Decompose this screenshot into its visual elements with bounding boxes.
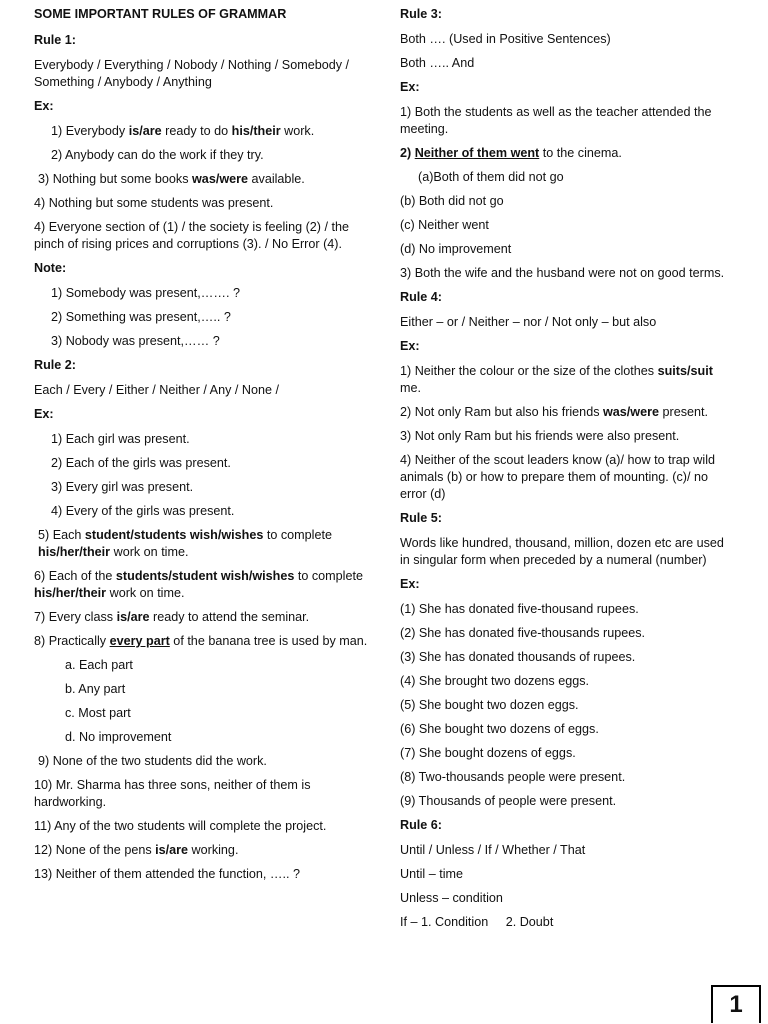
option-a: a. Each part (65, 658, 133, 672)
rule5-example-7: (7) She bought dozens of eggs. (400, 746, 576, 760)
bold-text: his/their (231, 124, 281, 138)
text: 8) Practically (34, 634, 110, 648)
text: ready to attend the seminar. (149, 610, 310, 624)
option-c: c. Most part (65, 706, 131, 720)
rule1-example-1 (34, 123, 370, 140)
rule2-example-9: 9) None of the two students did the work. (38, 754, 267, 768)
rule3-option-c: (c) Neither went (400, 218, 489, 232)
option-b: b. Any part (65, 682, 126, 696)
text: work on time. (106, 586, 185, 600)
rule2-example-2: 2) Each of the girls was present. (51, 456, 231, 470)
rule3-example-1: 1) Both the students as well as the teacher attended the meeting. (400, 105, 712, 136)
rule3-heading: Rule 3: (400, 7, 442, 21)
text: work. (280, 124, 315, 138)
text: ready to do (161, 124, 232, 138)
text: 1) Neither the colour or the size of the clothes (400, 364, 658, 378)
bold-text: was/were (603, 405, 660, 419)
rule5-example-8: (8) Two-thousands people were present. (400, 770, 626, 784)
text: working. (188, 843, 239, 857)
rule3-line-1: Both …. (Used in Positive Sentences) (400, 32, 611, 46)
text: 3) Nothing but some books (38, 172, 193, 186)
text: work on time. (110, 545, 189, 559)
rule2-ex-label: Ex: (34, 407, 54, 421)
rule6-heading: Rule 6: (400, 818, 442, 832)
rule5-example-4: (4) She brought two dozens eggs. (400, 674, 590, 688)
rule1-example-3 (34, 171, 370, 188)
rule6-line-2: Unless – condition (400, 891, 503, 905)
text: to complete (294, 569, 363, 583)
rule5-example-9: (9) Thousands of people were present. (400, 794, 617, 808)
text: of the banana tree is used by man. (169, 634, 368, 648)
rule2-example-5 (34, 527, 370, 561)
rule6-words: Until / Unless / If / Whether / That (400, 843, 586, 857)
bold-text: students/student wish/wishes (115, 569, 295, 583)
rule1-example-2: 2) Anybody can do the work if they try. (51, 148, 264, 162)
rule3-example-3: 3) Both the wife and the husband were not on good terms. (400, 266, 725, 280)
underlined-text: every part (109, 634, 170, 648)
left-column (34, 6, 370, 890)
note-1: 1) Somebody was present,……. ? (51, 286, 240, 300)
rule4-words: Either – or / Neither – nor / Not only – but also (400, 315, 657, 329)
rule1-ex-label: Ex: (34, 99, 54, 113)
rule3-option-b: (b) Both did not go (400, 194, 504, 208)
rule3-option-d: (d) No improvement (400, 242, 512, 256)
rule4-example-3: 3) Not only Ram but his friends were also present. (400, 429, 680, 443)
rule2-example-8 (34, 633, 370, 650)
bold-text: is/are (128, 124, 162, 138)
text: to the cinema. (539, 146, 622, 160)
rule6-line-1: Until – time (400, 867, 463, 881)
rule3-option-a: (a)Both of them did not go (418, 170, 564, 184)
document-title: SOME IMPORTANT RULES OF GRAMMAR (34, 7, 287, 21)
rule2-example-6 (34, 568, 370, 602)
option-d: d. No improvement (65, 730, 172, 744)
bold-text: is/are (155, 843, 189, 857)
rule5-example-5: (5) She bought two dozen eggs. (400, 698, 579, 712)
bold-text: his/her/their (38, 545, 111, 559)
rule1-example-4: 4) Nothing but some students was present. (34, 196, 274, 210)
rule2-heading: Rule 2: (34, 358, 76, 372)
text: me. (400, 381, 421, 395)
rule3-example-2 (400, 145, 730, 162)
rule2-example-12 (34, 842, 370, 859)
rule4-example-2 (400, 404, 730, 421)
note-3: 3) Nobody was present,…… ? (51, 334, 220, 348)
rule5-example-1: (1) She has donated five-thousand rupees. (400, 602, 639, 616)
rule1-words: Everybody / Everything / Nobody / Nothing / Somebody / Something / Anybody / Anything (34, 58, 350, 89)
rule1-example-5: 4) Everyone section of (1) / the society is feeling (2) / the pinch of rising prices and corruptions (3). / No Error (4). (34, 220, 349, 251)
text: 2) Not only Ram but also his friends (400, 405, 603, 419)
text: 12) None of the pens (34, 843, 156, 857)
rule2-example-7 (34, 609, 370, 626)
rule5-example-3: (3) She has donated thousands of rupees. (400, 650, 636, 664)
text: 6) Each of the (34, 569, 116, 583)
rule3-ex-label: Ex: (400, 80, 420, 94)
bold-text: is/are (116, 610, 150, 624)
rule2-example-4: 4) Every of the girls was present. (51, 504, 235, 518)
text: to complete (263, 528, 332, 542)
rule5-example-2: (2) She has donated five-thousands rupees. (400, 626, 646, 640)
rule5-example-6: (6) She bought two dozens of eggs. (400, 722, 599, 736)
rule4-heading: Rule 4: (400, 290, 442, 304)
underlined-text: Neither of them went (414, 146, 540, 160)
rule2-words: Each / Every / Either / Neither / Any / None / (34, 383, 279, 397)
rule3-line-2: Both ….. And (400, 56, 475, 70)
page-number: 1 (711, 985, 761, 1023)
rule2-example-3: 3) Every girl was present. (51, 480, 194, 494)
note-heading: Note: (34, 261, 67, 275)
bold-text: his/her/their (34, 586, 107, 600)
rule4-example-4: 4) Neither of the scout leaders know (a)/ how to trap wild animals (b) or how to prepare them of mounting. (c)/ no error (d) (400, 453, 715, 501)
bold-text: student/students wish/wishes (84, 528, 264, 542)
text: 7) Every class (34, 610, 117, 624)
text: present. (659, 405, 709, 419)
rule4-ex-label: Ex: (400, 339, 420, 353)
rule2-example-10: 10) Mr. Sharma has three sons, neither of them is hardworking. (34, 778, 311, 809)
note-2: 2) Something was present,….. ? (51, 310, 231, 324)
text: 1) Everybody (51, 124, 129, 138)
right-column (400, 6, 730, 938)
text: 2) (400, 146, 415, 160)
rule5-heading: Rule 5: (400, 511, 442, 525)
rule2-example-1: 1) Each girl was present. (51, 432, 190, 446)
rule6-line-3: If – 1. Condition 2. Doubt (400, 915, 554, 929)
rule4-example-1 (400, 363, 730, 397)
rule2-example-11: 11) Any of the two students will complete the project. (34, 819, 327, 833)
text: 5) Each (38, 528, 85, 542)
bold-text: suits/suit (657, 364, 713, 378)
rule5-description: Words like hundred, thousand, million, dozen etc are used in singular form when preceded by a numeral (number) (400, 536, 724, 567)
rule5-ex-label: Ex: (400, 577, 420, 591)
bold-text: was/were (192, 172, 249, 186)
rule2-example-13: 13) Neither of them attended the function, ….. ? (34, 867, 301, 881)
rule1-heading: Rule 1: (34, 33, 76, 47)
text: available. (248, 172, 305, 186)
